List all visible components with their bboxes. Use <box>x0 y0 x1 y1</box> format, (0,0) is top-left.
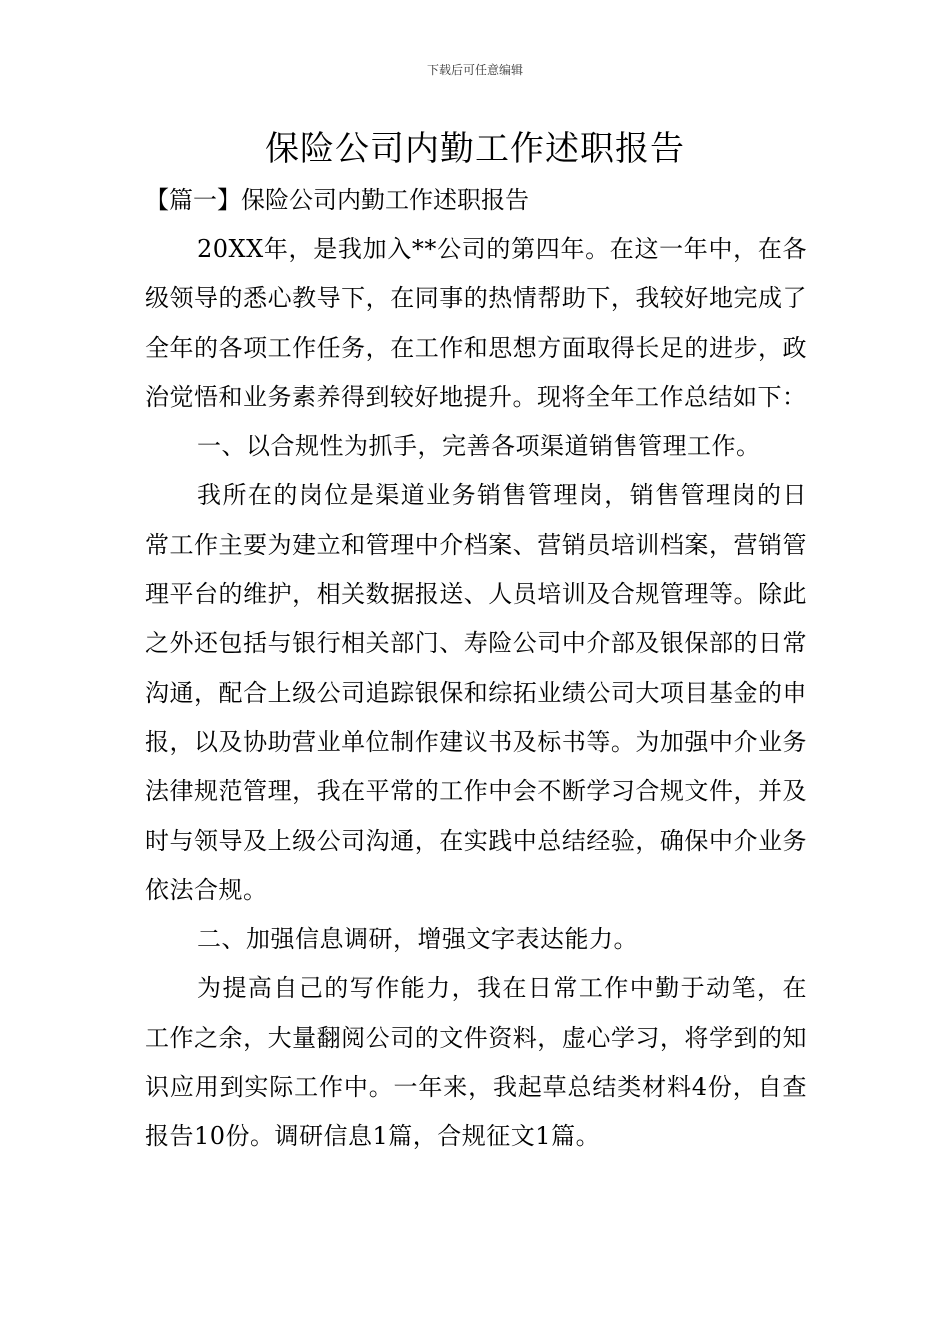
paragraph-heading-two: 二、加强信息调研，增强文字表达能力。 <box>197 925 638 954</box>
document-title: 保险公司内勤工作述职报告 <box>265 129 685 169</box>
paragraph-intro: 20XX年，是我加入**公司的第四年。在这一年中，在各级领导的悉心教导下，在同事的热情帮助下，我较好地完成了全年的各项工作任务，在工作和思想方面取得长足的进步，政治觉悟和业务素养得到较好地提升。现将全年工作总结如下： <box>145 235 807 411</box>
document-body <box>145 225 807 1162</box>
section-heading: 【篇一】保险公司内勤工作述职报告 <box>145 186 529 214</box>
paragraph-heading-one: 一、以合规性为抓手，完善各项渠道销售管理工作。 <box>197 432 761 461</box>
paragraph-writing: 为提高自己的写作能力，我在日常工作中勤于动笔，在工作之余，大量翻阅公司的文件资料，虚心学习，将学到的知识应用到实际工作中。一年来，我起草总结类材料4份，自查报告10份。调研信息1篇，合规征文1篇。 <box>145 974 807 1151</box>
paragraph-sales-management: 我所在的岗位是渠道业务销售管理岗，销售管理岗的日常工作主要为建立和管理中介档案、营销员培训档案，营销管理平台的维护，相关数据报送、人员培训及合规管理等。除此之外还包括与银行相关部门、寿险公司中介部及银保部的日常沟通，配合上级公司追踪银保和综拓业绩公司大项目基金的申报，以及协助营业单位制作建议书及标书等。为加强中介业务法律规范管理，我在平常的工作中会不断学习合规文件，并及时与领导及上级公司沟通，在实践中总结经验，确保中介业务依法合规。 <box>145 481 807 904</box>
header-note: 下载后可任意编辑 <box>426 63 523 77</box>
